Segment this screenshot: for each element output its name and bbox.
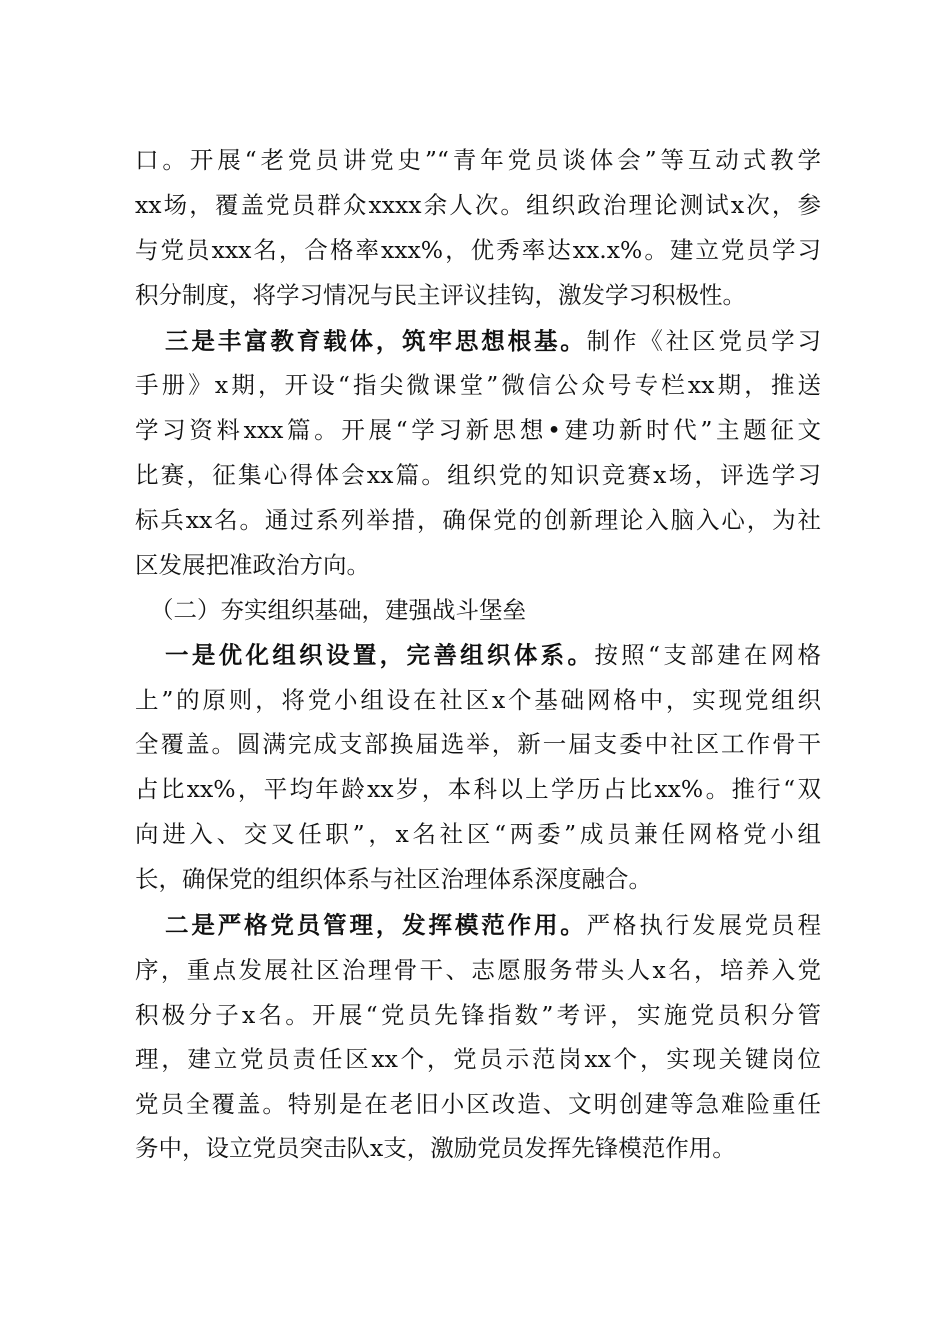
- line-text: 制作《社区党员学习: [586, 327, 822, 355]
- paragraph-lead-line: [165, 909, 821, 941]
- line-text: 与党员xxx名，合格率xxx%，优秀率达xx.x%。建立党员学习: [135, 236, 821, 264]
- line-text: 序，重点发展社区治理骨干、志愿服务带头人x名，培养入党: [135, 956, 821, 984]
- line-text: 按照“支部建在网格: [594, 641, 822, 669]
- line-text: 上”的原则，将党小组设在社区x个基础网格中，实现党组织: [135, 686, 821, 714]
- line-text: 党员全覆盖。特别是在老旧小区改造、文明创建等急难险重任: [135, 1090, 821, 1118]
- body-text-line: [135, 728, 821, 760]
- body-text-line: [135, 414, 821, 446]
- body-text-line: [135, 1088, 821, 1120]
- paragraph-lead-line: [165, 325, 821, 357]
- body-text-line: [135, 1043, 821, 1075]
- body-text-line: [135, 504, 821, 536]
- line-text: 严格执行发展党员程: [586, 911, 822, 939]
- body-text-line: [135, 999, 821, 1031]
- bold-lead-sentence: 三是丰富教育载体，筑牢思想根基。: [165, 327, 587, 355]
- body-text-line: [135, 234, 821, 266]
- body-text-line: [135, 863, 821, 895]
- line-text: 向进入、交叉任职”，x名社区“两委”成员兼任网格党小组: [135, 820, 821, 848]
- body-text-line: [135, 954, 821, 986]
- line-text: 口。开展“老党员讲党史”“青年党员谈体会”等互动式教学: [135, 146, 821, 174]
- line-text: 理，建立党员责任区xx个，党员示范岗xx个，实现关键岗位: [135, 1045, 821, 1073]
- paragraph-lead-line: [165, 639, 821, 671]
- body-text-line: [135, 818, 821, 850]
- section-heading: [150, 594, 526, 626]
- body-text-line: [135, 549, 821, 581]
- line-text: 手册》x期，开设“指尖微课堂”微信公众号专栏xx期，推送: [135, 371, 821, 399]
- line-text: xx场，覆盖党员群众xxxx余人次。组织政治理论测试x次，参: [135, 191, 821, 219]
- body-text-line: [135, 684, 821, 716]
- line-text: 学习资料xxx篇。开展“学习新思想•建功新时代”主题征文: [135, 416, 821, 444]
- body-text-line: [135, 1132, 821, 1164]
- line-text: 积极分子x名。开展“党员先锋指数”考评，实施党员积分管: [135, 1001, 821, 1029]
- line-text: 全覆盖。圆满完成支部换届选举，新一届支委中社区工作骨干: [135, 730, 821, 758]
- line-text: 务中，设立党员突击队x支，激励党员发挥先锋模范作用。: [135, 1134, 736, 1162]
- line-text: 占比xx%，平均年龄xx岁，本科以上学历占比xx%。推行“双: [135, 775, 821, 803]
- body-text-line: [135, 189, 821, 221]
- line-text: 长，确保党的组织体系与社区治理体系深度融合。: [135, 865, 652, 893]
- line-text: 积分制度，将学习情况与民主评议挂钩，激发学习积极性。: [135, 281, 746, 309]
- body-text-line: [135, 369, 821, 401]
- body-text-line: [135, 144, 821, 176]
- line-text: 比赛，征集心得体会xx篇。组织党的知识竞赛x场，评选学习: [135, 461, 821, 489]
- body-text-line: [135, 773, 821, 805]
- body-text-line: [135, 459, 821, 491]
- bold-lead-sentence: 一是优化组织设置，完善组织体系。: [165, 641, 595, 669]
- body-text-line: [135, 279, 821, 311]
- line-text: 标兵xx名。通过系列举措，确保党的创新理论入脑入心，为社: [135, 506, 821, 534]
- heading-text: （二）夯实组织基础，建强战斗堡垒: [150, 596, 526, 624]
- bold-lead-sentence: 二是严格党员管理，发挥模范作用。: [165, 911, 587, 939]
- line-text: 区发展把准政治方向。: [135, 551, 370, 579]
